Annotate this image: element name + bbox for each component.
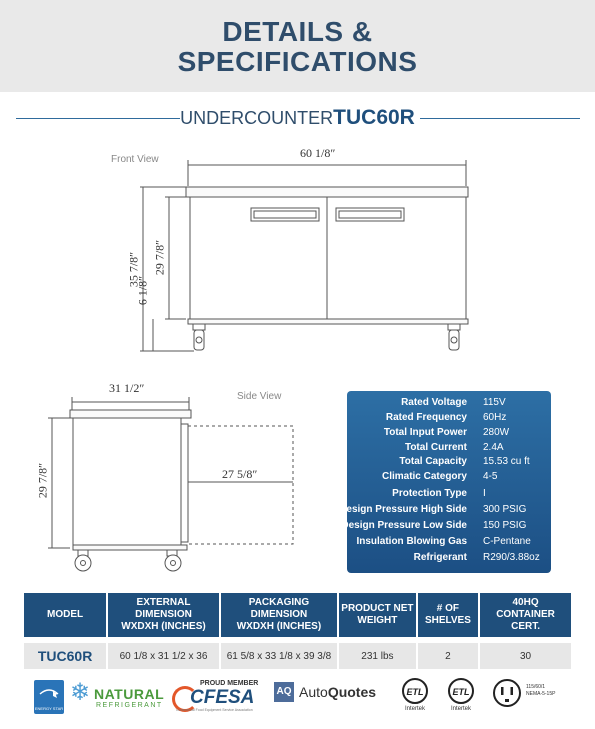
table-header-row <box>24 593 571 637</box>
spec-row <box>347 412 551 426</box>
spec-row <box>347 456 551 470</box>
snowflake-icon: ❄ <box>70 679 91 706</box>
front-body-height-dimension: 29 7/8″ <box>152 239 167 276</box>
spec-value: R290/3.88oz <box>483 552 540 563</box>
side-height-dimension: 29 7/8″ <box>35 462 50 499</box>
page-title-line2: SPECIFICATIONS <box>177 46 418 77</box>
spec-key: Total Input Power <box>383 427 467 438</box>
svg-text:ETL: ETL <box>452 687 470 697</box>
spec-key: Total Capacity <box>399 456 467 467</box>
front-caster-height-dimension: 6 1/8″ <box>135 275 150 306</box>
spec-row <box>347 552 551 566</box>
front-width-dimension: 60 1/8″ <box>300 146 336 160</box>
spec-row <box>347 536 551 550</box>
cell-packaging: 61 5/8 x 33 1/8 x 39 3/8 <box>220 643 338 669</box>
front-view-drawing <box>140 160 468 351</box>
spec-value: 2.4A <box>483 442 504 453</box>
col-weight-header: PRODUCT NET WEIGHT <box>338 593 417 637</box>
spec-key: Insulation Blowing Gas <box>356 536 467 547</box>
side-view-drawing <box>48 397 293 571</box>
front-total-height-dimension: 35 7/8″ <box>126 251 141 288</box>
col-packaging-header: PACKAGING DIMENSION WXDXH (INCHES) <box>220 593 338 637</box>
etl-listed-logo-1 <box>398 676 432 720</box>
col-shelves-header: # OF SHELVES <box>417 593 479 637</box>
etl-sanitation-icon <box>444 676 478 710</box>
refrigerant-text: REFRIGERANT <box>96 702 163 709</box>
plug-spec-text: 115/60/1 NEMA-5-15P <box>526 684 556 697</box>
svg-text:ETL: ETL <box>406 687 424 697</box>
spec-row <box>339 504 551 518</box>
autoquotes-text: AutoQuotes <box>299 684 377 700</box>
page-title-line1: DETAILS & <box>222 16 373 47</box>
spec-key: Design Pressure High Side <box>339 504 467 515</box>
spec-row <box>347 488 551 502</box>
spec-key: Rated Frequency <box>385 412 467 423</box>
cfesa-member-text: PROUD MEMBER <box>200 680 259 687</box>
spec-value: C-Pentane <box>483 536 531 547</box>
spec-key: Refrigerant <box>413 552 467 563</box>
aq-icon: AQ <box>274 682 294 702</box>
etl-listed-logo-2 <box>444 676 478 720</box>
model-table <box>24 593 571 669</box>
spec-key: Protection Type <box>392 488 467 499</box>
spec-row <box>347 471 551 485</box>
cell-weight: 231 lbs <box>338 643 417 669</box>
spec-value: 150 PSIG <box>483 520 527 531</box>
spec-row <box>347 397 551 411</box>
natural-refrigerant-logo <box>70 678 166 716</box>
spec-value: 300 PSIG <box>483 504 527 515</box>
model-heading-model: TUC60R <box>333 106 415 129</box>
specifications-panel <box>339 391 551 573</box>
spec-value: 60Hz <box>483 412 507 423</box>
side-view-label: Side View <box>237 391 282 402</box>
etl-icon <box>398 676 432 710</box>
door-swing-dimension: 27 5/8″ <box>222 467 258 481</box>
spec-key: Rated Voltage <box>401 397 467 408</box>
cell-external: 60 1/8 x 31 1/2 x 36 <box>107 643 220 669</box>
cell-container: 30 <box>479 643 571 669</box>
spec-key: Design Pressure Low Side <box>341 520 467 531</box>
spec-value: I <box>483 488 486 499</box>
model-heading-prefix: UNDERCOUNTER <box>180 108 334 128</box>
front-view-label: Front View <box>111 154 159 165</box>
col-model-header: MODEL <box>24 593 107 637</box>
certification-logos <box>0 672 595 722</box>
spec-row <box>347 427 551 441</box>
spec-value: 280W <box>483 427 510 438</box>
table-row <box>24 643 571 669</box>
natural-text: NATURAL <box>94 686 165 702</box>
side-depth-dimension: 31 1/2″ <box>109 381 145 395</box>
cfesa-logo <box>172 678 268 716</box>
spec-key: Total Current <box>404 442 467 453</box>
cell-model: TUC60R <box>24 643 107 669</box>
spec-row <box>347 442 551 456</box>
energy-star-logo <box>34 680 64 714</box>
etl-2-subtext: Intertek <box>450 706 471 712</box>
spec-key: Climatic Category <box>381 471 467 482</box>
col-external-header: EXTERNAL DIMENSION WXDXH (INCHES) <box>107 593 220 637</box>
spec-value: 4-5 <box>483 471 498 482</box>
col-container-header: 40HQ CONTAINER CERT. <box>479 593 571 637</box>
energy-star-text: ENERGY STAR <box>34 706 64 711</box>
spec-value: 15.53 cu ft <box>483 456 530 467</box>
cell-shelves: 2 <box>417 643 479 669</box>
cfesa-text: CFESA <box>190 687 255 708</box>
spec-row <box>341 520 551 534</box>
etl-1-subtext: Intertek <box>404 706 425 712</box>
nema-plug-icon <box>492 678 522 708</box>
cfesa-subtext: Commercial Food Equipment Service Association <box>176 708 253 712</box>
spec-value: 115V <box>483 397 506 408</box>
